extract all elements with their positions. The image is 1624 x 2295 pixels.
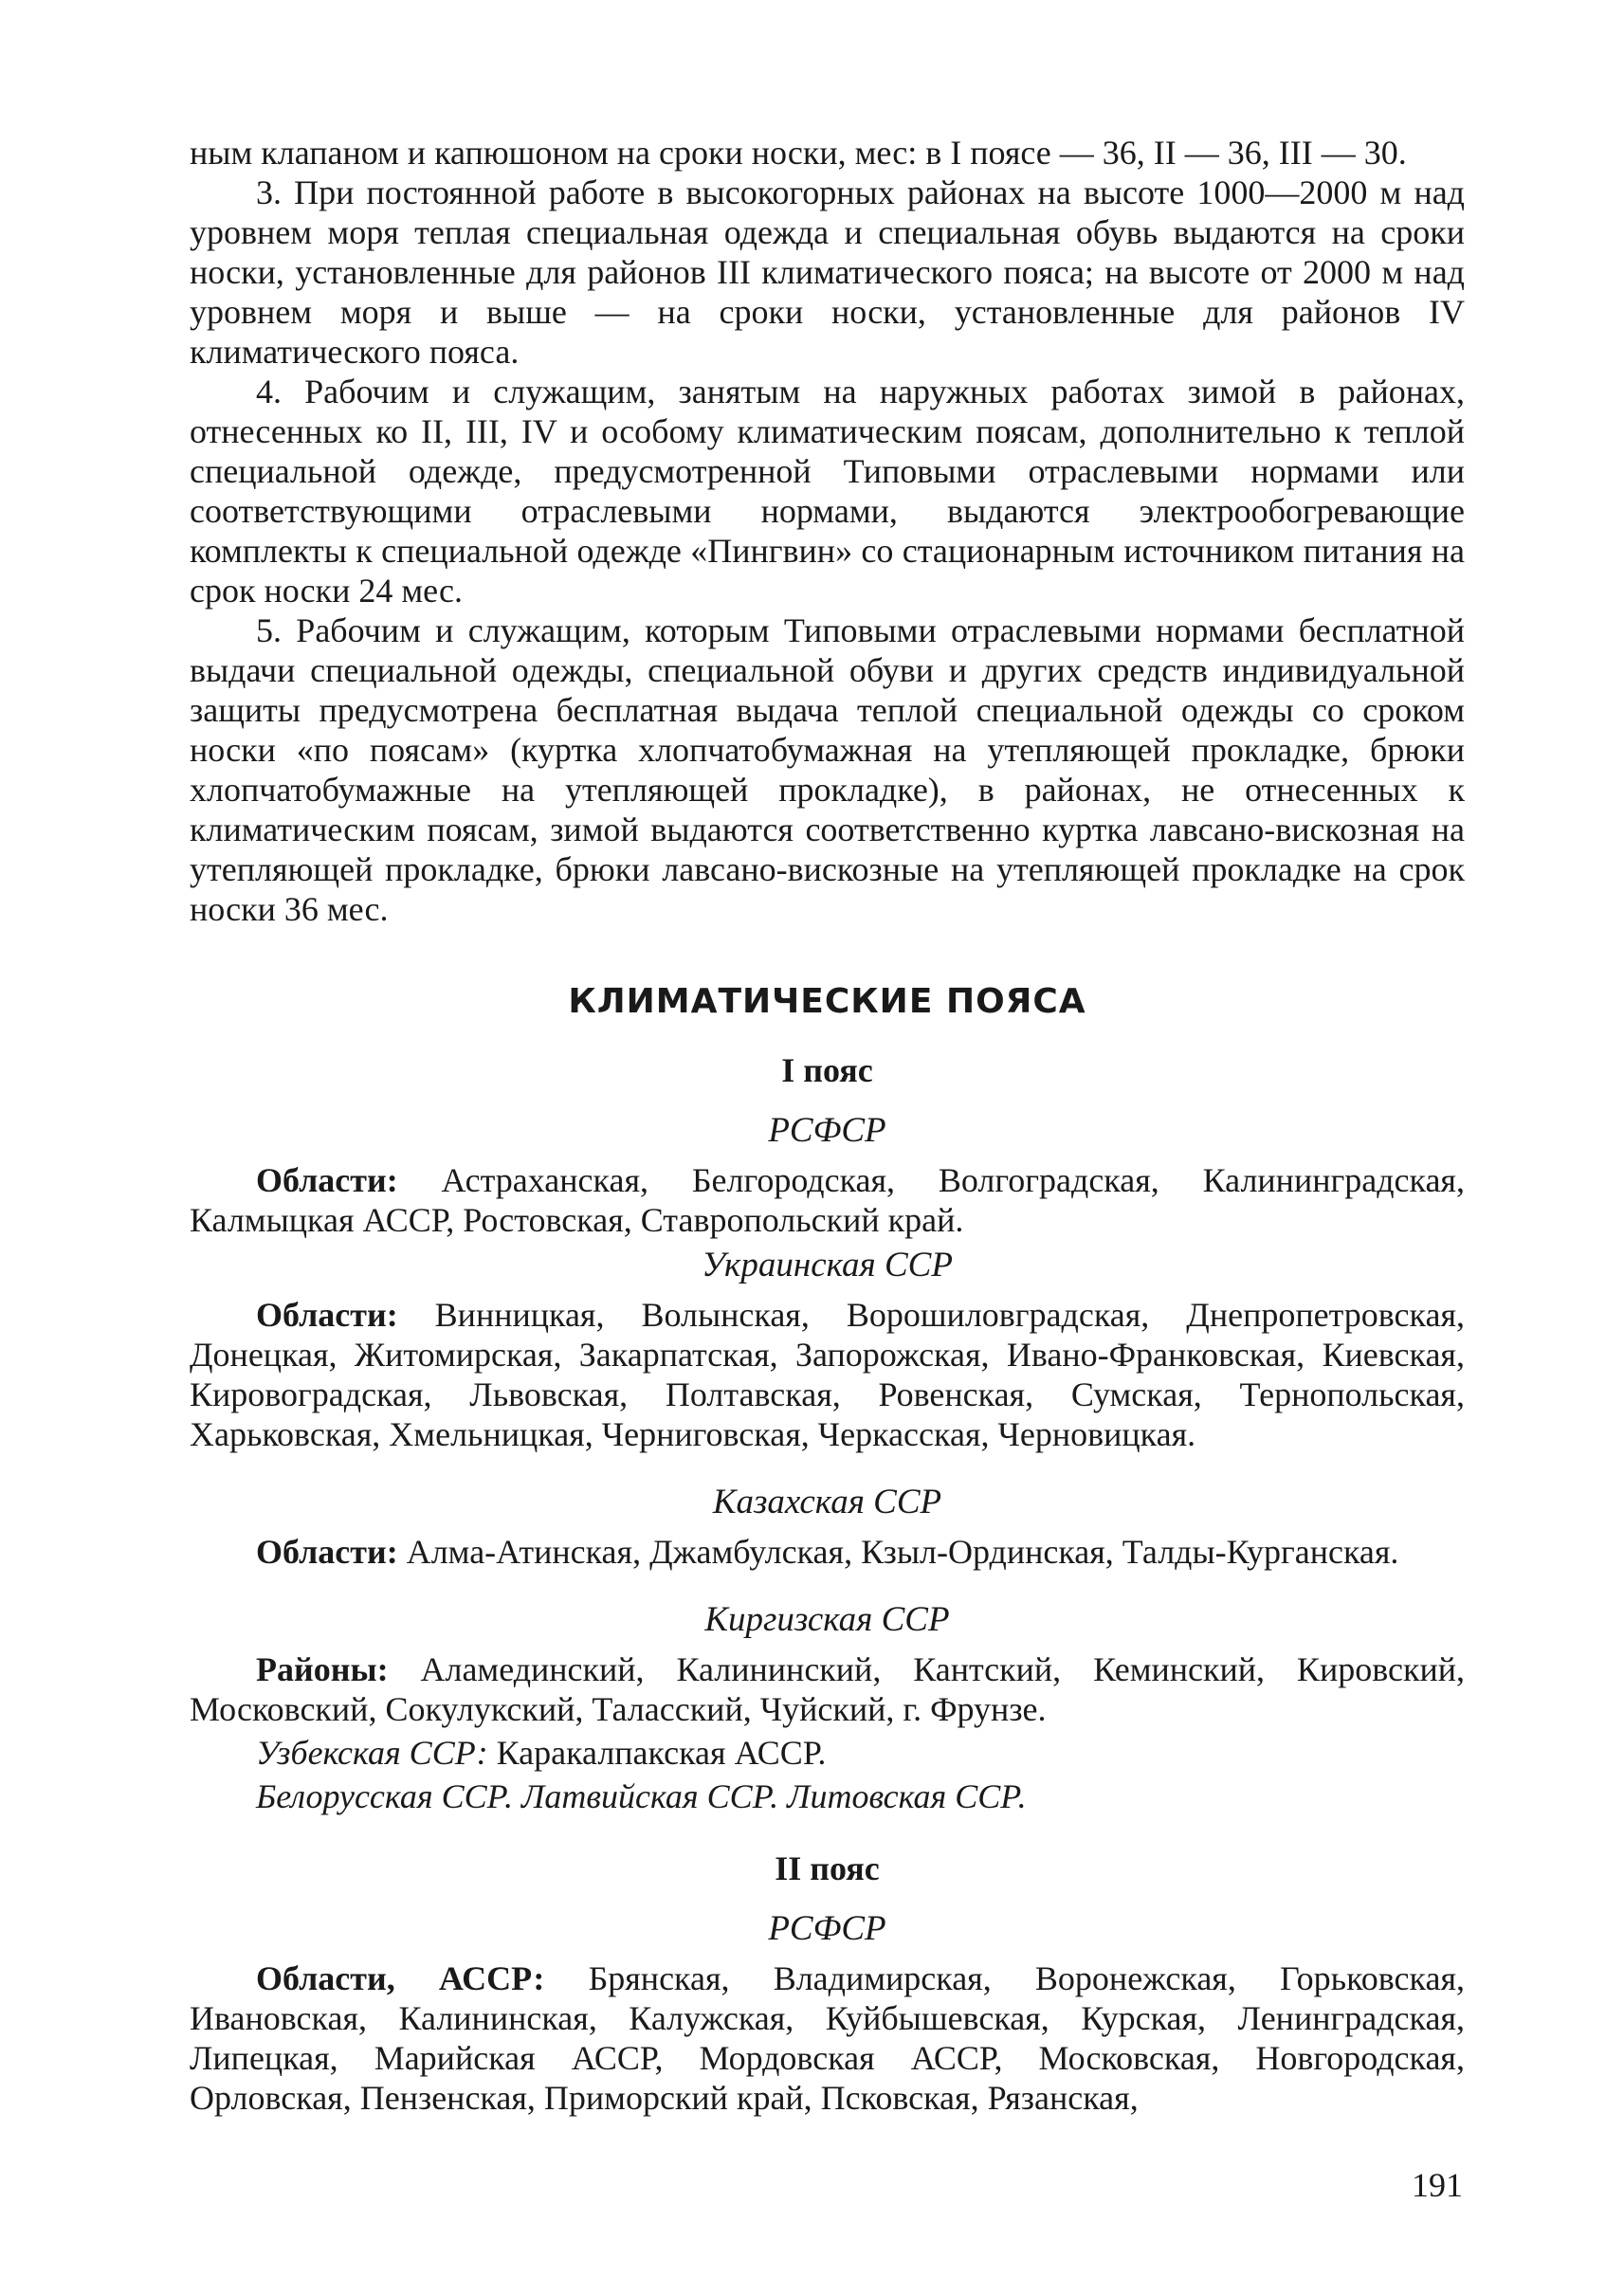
belt-1-kazakh-entry xyxy=(190,1532,1465,1572)
belt-1-rsfsr-entry xyxy=(190,1160,1465,1240)
entry-text: Аламединский, Калининский, Кантский, Кеминский, Кировский, Московский, Сокулукский, Таласский, Чуйский, г. Фрунзе. xyxy=(190,1650,1465,1728)
belt-2-rsfsr-entry xyxy=(190,1958,1465,2118)
page-number: 191 xyxy=(1412,2166,1463,2204)
belt-1-kazakh-name: Казахская ССР xyxy=(712,1483,942,1521)
entry-label: Области, АССР: xyxy=(256,1959,545,1997)
belt-2-title: II пояс xyxy=(775,1849,880,1887)
entry-label: Области: xyxy=(256,1296,398,1334)
entry-text: Винницкая, Волынская, Ворошиловградская, Днепропетровская, Донецкая, Житомирская, Закарпатская, Запорожская, Ивано-Франковская, Киевская, Кировоградская, Львовская, Полтавская, Ровенская, Сумская, Тернопольская, Харьковская, Хмельницкая, Черниговская, Черкасская, Черновицкая. xyxy=(190,1296,1465,1453)
paragraph-5: 5. Рабочим и служащим, которым Типовыми отраслевыми нормами бесплатной выдачи специальной одежды, специальной обуви и других средств индивидуальной защиты предусмотрена бесплатная выдача теплой специальной одежды со сроком носки «по поясам» (куртка хлопчатобумажная на утепляющей прокладке, брюки хлопчатобумажные на утепляющей прокладке), в районах, не отнесенных к климатическим поясам, зимой выдаются соответственно куртка лавсано-вискозная на утепляющей прокладке, брюки лавсано-вискозные на утепляющей прокладке на срок носки 36 мес. xyxy=(190,611,1465,928)
uzbek-name: Узбекская ССР: xyxy=(256,1734,488,1772)
belt-1-ukraine-name: Украинская ССР xyxy=(702,1246,953,1284)
section-title: КЛИМАТИЧЕСКИЕ ПОЯСА xyxy=(568,982,1086,1021)
belt-1-kyrgyz-name: Киргизская ССР xyxy=(704,1600,950,1639)
entry-text: Каракалпакская АССР. xyxy=(487,1734,827,1772)
entry-label: Области: xyxy=(256,1161,398,1199)
entry-label: Районы: xyxy=(256,1650,389,1688)
belt-1-title: I пояс xyxy=(781,1051,873,1089)
document-page xyxy=(190,133,1465,2122)
belt-1-ukraine-entry xyxy=(190,1295,1465,1454)
entry-text: Алма-Атинская, Джамбулская, Кзыл-Ординская, Талды-Курганская. xyxy=(397,1533,1399,1571)
belt-1-kyrgyz-entry xyxy=(190,1649,1465,1729)
paragraph-continued: ным клапаном и капюшоном на сроки носки, мес: в I поясе — 36, II — 36, III — 30. xyxy=(190,134,1407,172)
entry-label: Области: xyxy=(256,1533,398,1571)
entry-text: Брянская, Владимирская, Воронежская, Горьковская, Ивановская, Калининская, Калужская, Куйбышевская, Курская, Ленинградская, Липецкая, Марийская АССР, Мордовская АССР, Московская, Новгородская, Орловская, Пензенская, Приморский край, Псковская, Рязанская, xyxy=(190,1959,1465,2117)
belt-2-rsfsr-name: РСФСР xyxy=(768,1909,886,1948)
paragraph-3: 3. При постоянной работе в высокогорных районах на высоте 1000—2000 м над уровнем моря теплая специальная одежда и специальная обувь выдаются на сроки носки, установленные для районов III климатического пояса; на высоте от 2000 м над уровнем моря и выше — на сроки носки, установленные для районов IV климатического пояса. xyxy=(190,173,1465,371)
entry-text: Астраханская, Белгородская, Волгоградская, Калининградская, Калмыцкая АССР, Ростовская, Ставропольский край. xyxy=(190,1161,1465,1239)
paragraph-4: 4. Рабочим и служащим, занятым на наружных работах зимой в районах, отнесенных ко II, III, IV и особому климатическим поясам, дополнительно к теплой специальной одежде, предусмотренной Типовыми отраслевыми нормами или соответствующими отраслевыми нормами, выдаются электрообогревающие комплекты к специальной одежде «Пингвин» со стационарным источником питания на срок носки 24 мес. xyxy=(190,373,1465,610)
belt-1-baltic-line: Белорусская ССР. Латвийская ССР. Литовская ССР. xyxy=(256,1777,1027,1815)
belt-1-uzbek-entry xyxy=(190,1733,1465,1773)
belt-1-rsfsr-name: РСФСР xyxy=(768,1111,886,1150)
